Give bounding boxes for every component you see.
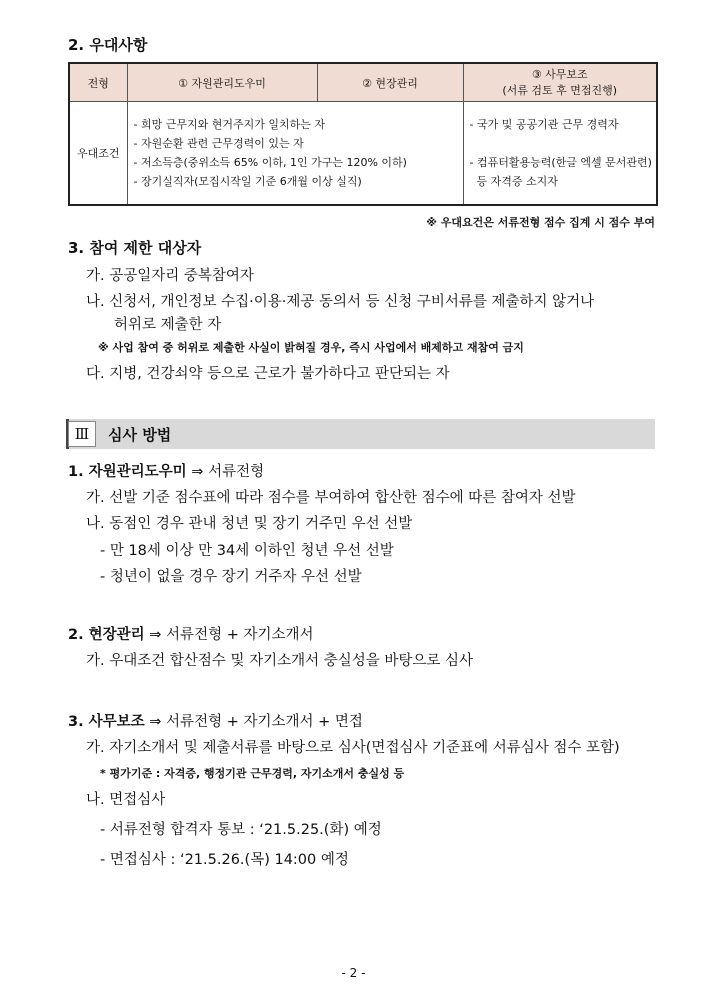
benefit-item: - 컴퓨터활용능력(한글 엑셀 문서관련) <box>469 156 652 169</box>
list-item: 가. 선발 기준 점수표에 따라 점수를 부여하여 합산한 점수에 따른 참여자 선발 <box>86 490 576 506</box>
section-heading: 2. 우대사항 <box>68 36 148 54</box>
sub-item: - 만 18세 이상 만 34세 이하인 청년 우선 선발 <box>100 543 394 559</box>
page-number: - 2 - <box>341 966 366 980</box>
benefits-cell-b <box>463 102 657 206</box>
header-col1: ① 자원관리도우미 <box>127 63 317 102</box>
list-item: 가. 공공일자리 중복참여자 <box>86 268 254 284</box>
list-item: 다. 지병, 건강쇠약 등으로 근로가 불가하다고 판단되는 자 <box>86 366 450 382</box>
row-label: 우대조건 <box>69 102 127 206</box>
list-item-continued: 허위로 제출한 자 <box>114 317 222 333</box>
review-method: ⇒ 서류전형 + 자기소개서 <box>144 627 314 643</box>
review-heading <box>68 460 264 481</box>
list-item: 나. 신청서, 개인정보 수집·이용·제공 동의서 등 신청 구비서류를 제출하지 않거나 <box>86 294 595 310</box>
review-title: 1. 자원관리도우미 <box>68 464 187 480</box>
benefit-item: 등 자격증 소지자 <box>469 175 558 188</box>
review-heading <box>68 623 314 644</box>
section-heading: 3. 참여 제한 대상자 <box>68 239 202 257</box>
preference-note: ※ 우대요건은 서류전형 점수 집계 시 점수 부여 <box>426 216 655 229</box>
list-item: 나. 면접심사 <box>86 792 166 808</box>
restriction-note: ※ 사업 참여 중 허위로 제출한 사실이 밝혀질 경우, 즉시 사업에서 배제하고 재참여 금지 <box>98 341 524 354</box>
benefit-item: - 장기실직자(모집시작일 기준 6개월 이상 실직) <box>133 175 362 188</box>
chapter-title: 심사 방법 <box>108 426 172 444</box>
list-item: 가. 우대조건 합산점수 및 자기소개서 충실성을 바탕으로 심사 <box>86 653 474 669</box>
review-method: ⇒ 서류전형 <box>186 464 265 480</box>
list-item: 나. 동점인 경우 관내 청년 및 장기 거주민 우선 선발 <box>86 516 413 532</box>
header-col3-line2: (서류 검토 후 면접진행) <box>502 83 618 97</box>
header-col3-line1: ③ 사무보조 <box>531 67 588 81</box>
evaluation-note: * 평가기준 : 자격증, 행정기관 근무경력, 자기소개서 충실성 등 <box>100 767 405 780</box>
review-method: ⇒ 서류전형 + 자기소개서 + 면접 <box>144 714 363 730</box>
benefits-cell-a <box>127 102 463 206</box>
review-title: 3. 사무보조 <box>68 714 145 730</box>
sub-item: - 청년이 없을 경우 장기 거주자 우선 선발 <box>100 569 362 585</box>
chapter-number: Ⅲ <box>68 421 96 447</box>
benefits-table <box>68 62 658 206</box>
header-col2: ② 현장관리 <box>317 63 463 102</box>
benefit-item: - 자원순환 관련 근무경력이 있는 자 <box>133 137 304 150</box>
chapter-bar <box>68 419 655 449</box>
benefit-item <box>470 134 653 153</box>
review-title: 2. 현장관리 <box>68 627 145 643</box>
list-item: 가. 자기소개서 및 제출서류를 바탕으로 심사(면접심사 기준표에 서류심사 점수 포함) <box>86 740 620 756</box>
benefit-item: - 희망 근무지와 현거주지가 일치하는 자 <box>133 118 325 131</box>
sub-item: - 서류전형 합격자 통보 : ‘21.5.25.(화) 예정 <box>100 822 382 838</box>
sub-item: - 면접심사 : ‘21.5.26.(목) 14:00 예정 <box>100 852 349 868</box>
header-col3 <box>463 63 657 102</box>
benefit-item: - 국가 및 공공기관 근무 경력자 <box>469 118 619 131</box>
benefit-item: - 저소득층(중위소득 65% 이하, 1인 가구는 120% 이하) <box>133 156 407 169</box>
header-type: 전형 <box>69 63 127 102</box>
review-heading <box>68 710 363 731</box>
